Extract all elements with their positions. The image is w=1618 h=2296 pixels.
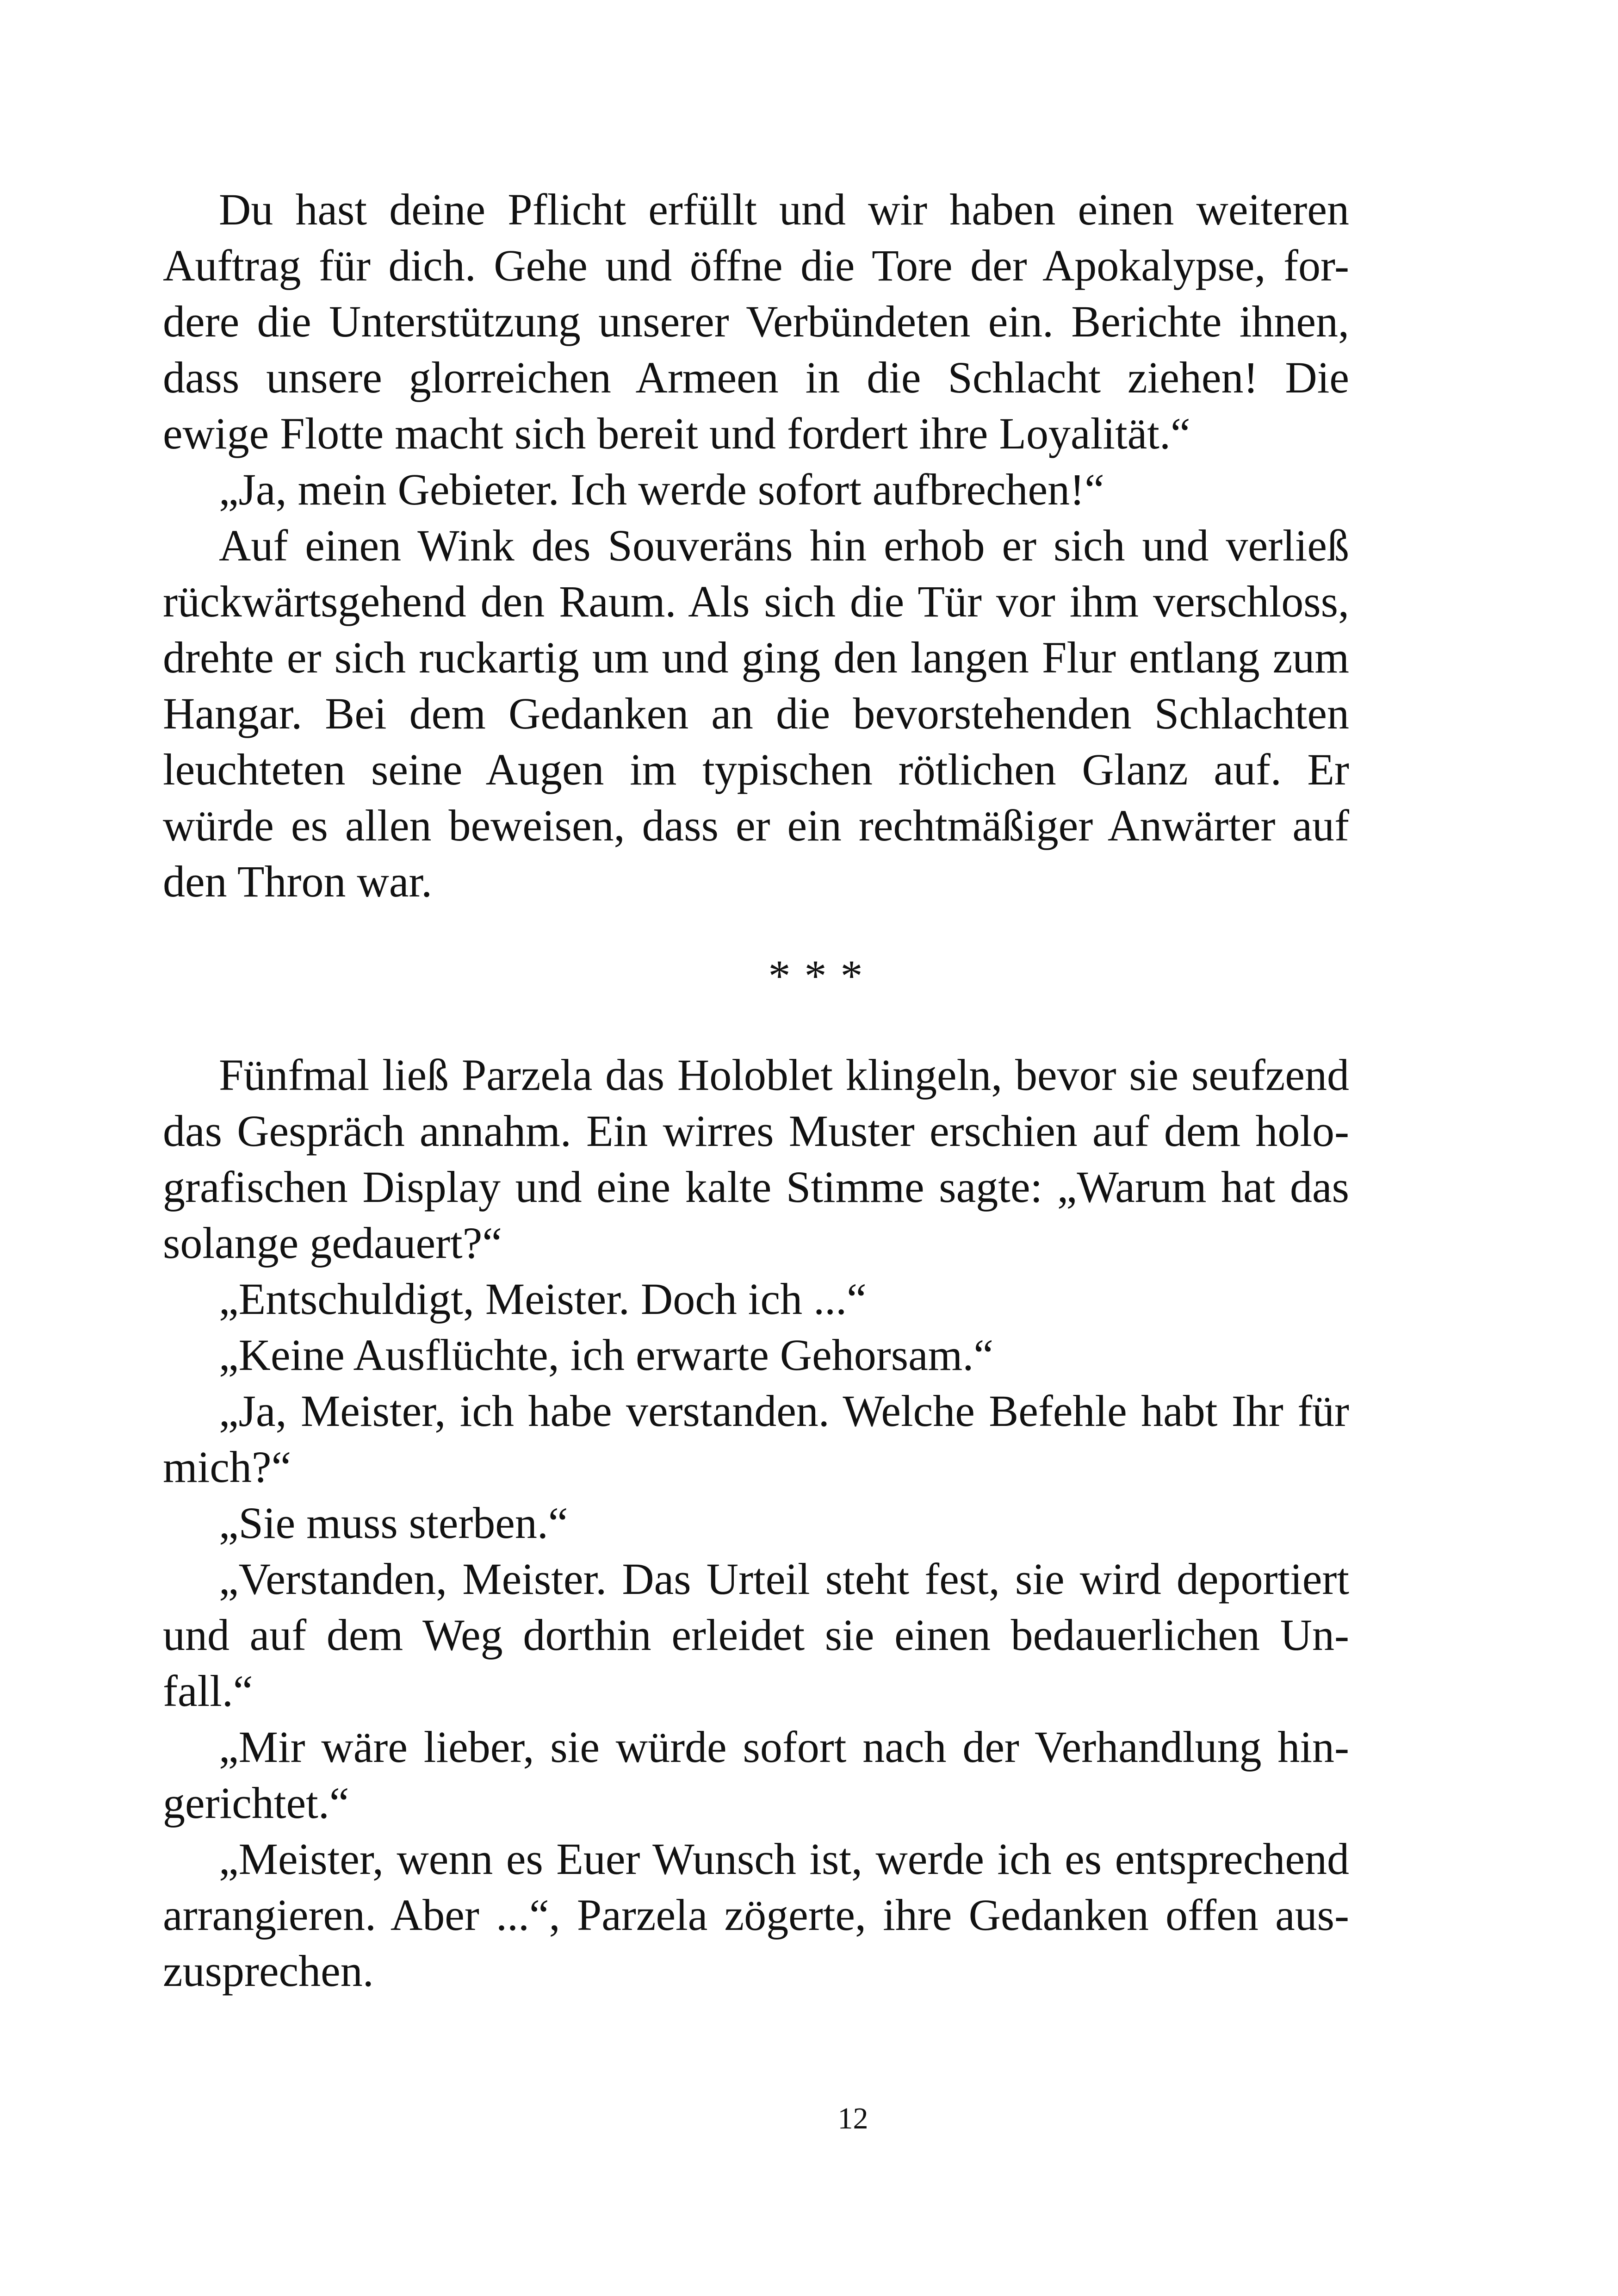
text-line: das Gespräch annahm. Ein wirres Muster erschien auf dem holo- <box>163 1106 1349 1156</box>
text-line: Du hast deine Pflicht erfüllt und wir haben einen weiteren <box>219 185 1349 234</box>
text-line: gerichtet.“ <box>163 1778 349 1828</box>
text-block-2 <box>163 1047 1349 1999</box>
text-line: Auf einen Wink des Souveräns hin erhob er sich und verließ <box>219 521 1349 570</box>
text-line: „Verstanden, Meister. Das Urteil steht fest, sie wird deportiert <box>219 1554 1349 1604</box>
text-line: „Ja, mein Gebieter. Ich werde sofort aufbrechen!“ <box>219 465 1104 514</box>
text-line: grafischen Display und eine kalte Stimme sagte: „Warum hat das <box>163 1162 1349 1212</box>
text-line: „Mir wäre lieber, sie würde sofort nach der Verhandlung hin- <box>219 1722 1349 1772</box>
text-block-1 <box>163 181 1349 909</box>
text-line: zusprechen. <box>163 1946 374 1996</box>
text-line: Hangar. Bei dem Gedanken an die bevorstehenden Schlachten <box>163 689 1349 738</box>
text-line: arrangieren. Aber ...“, Parzela zögerte, ihre Gedanken offen aus- <box>163 1890 1349 1940</box>
text-line: mich?“ <box>163 1442 291 1492</box>
text-line: würde es allen beweisen, dass er ein rechtmäßiger Anwärter auf <box>163 801 1349 850</box>
text-line: fall.“ <box>163 1666 253 1716</box>
text-line: solange gedauert?“ <box>163 1218 502 1268</box>
text-line: den Thron war. <box>163 857 433 906</box>
text-line: dere die Unterstützung unserer Verbündeten ein. Berichte ihnen, <box>163 297 1349 346</box>
text-line: ewige Flotte macht sich bereit und fordert ihre Loyalität.“ <box>163 409 1190 458</box>
text-line: und auf dem Weg dorthin erleidet sie einen bedauerlichen Un- <box>163 1610 1349 1660</box>
text-line: „Sie muss sterben.“ <box>219 1498 568 1548</box>
page-number: 12 <box>837 2102 868 2135</box>
text-line: dass unsere glorreichen Armeen in die Schlacht ziehen! Die <box>163 353 1349 402</box>
text-line: Fünfmal ließ Parzela das Holoblet klingeln, bevor sie seufzend <box>219 1050 1349 1100</box>
text-line: drehte er sich ruckartig um und ging den langen Flur entlang zum <box>163 633 1349 682</box>
text-line: „Entschuldigt, Meister. Doch ich ...“ <box>219 1274 867 1324</box>
section-divider: *** <box>768 951 877 1001</box>
text-line: leuchteten seine Augen im typischen rötlichen Glanz auf. Er <box>163 745 1349 794</box>
text-line: „Meister, wenn es Euer Wunsch ist, werde ich es entsprechend <box>219 1834 1349 1884</box>
text-line: „Ja, Meister, ich habe verstanden. Welche Befehle habt Ihr für <box>219 1386 1349 1436</box>
text-line: Auftrag für dich. Gehe und öffne die Tore der Apokalypse, for- <box>163 241 1349 290</box>
text-line: „Keine Ausflüchte, ich erwarte Gehorsam.“ <box>219 1330 993 1380</box>
text-line: rückwärtsgehend den Raum. Als sich die Tür vor ihm verschloss, <box>163 577 1349 626</box>
